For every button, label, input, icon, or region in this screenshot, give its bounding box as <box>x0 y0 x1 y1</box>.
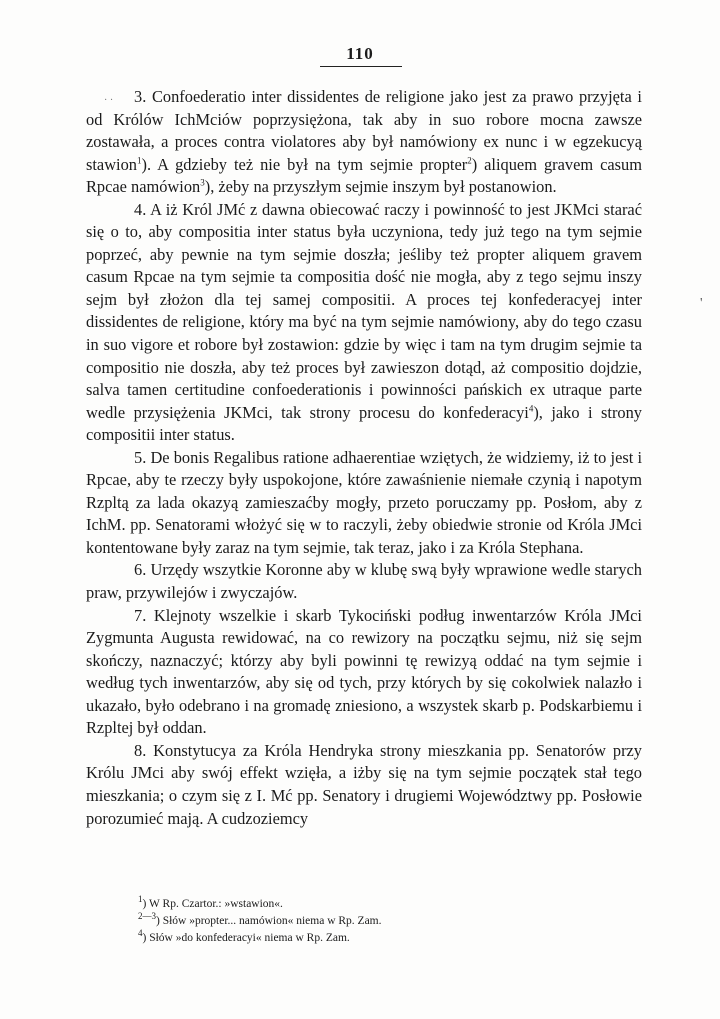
footnotes <box>86 896 642 947</box>
paragraph-4: 4. A iż Król JMć z dawna obiecować raczy i powinność to jest JKMci starać się o to, aby compositia inter status była uczyniona, tedy już tego na tym sejmie poprzeć, aby pewnie na tym sejmie doszła; jeśliby też propter aliquem gravem casum Rpcae na tym sejmie ta compositia dość nie mogła, aby z tego sejmu inszy sejm był złożon dla tej samej compositii. A proces tej konfederacyej inter dissidentes de religione, który ma być na tym sejmie namówiony, aby do tego czasu in suo vigore et robore był zostawion: gdzie by więc i tam na tym drugim sejmie ta compositio nie doszła, aby też proces był zawieszon dotąd, aż compositio dojdzie, salva tamen certitudine confoederationis i powinności pańskich ex utraque parte wedle przysiężenia JKMci, tak strony procesu do konfederacyi$^4$), jako i strony compositii inter status. <box>86 199 642 445</box>
paragraph-8: 8. Konstytucya za Króla Hendryka strony mieszkania pp. Senatorów przy Królu JMci aby swój effekt wzięła, a iżby się na tym sejmie początek stał tego mieszkania; o czym się z I. Mć pp. Senatory i drugiemi Województwy pp. Posłowie porozumieć mają. A cudzoziemcy <box>86 740 642 828</box>
margin-mark-right: ' <box>700 296 703 311</box>
footnote-ref-4: 4 <box>528 403 534 414</box>
footnote-ref-2: 2 <box>467 155 472 166</box>
paragraph-6: 6. Urzędy wszytkie Koronne aby w klubę swą były wprawione wedle starych praw, przywilejów i zwyczajów. <box>86 560 642 603</box>
footnote-ref-3: 3 <box>200 177 205 188</box>
paragraph-5: 5. De bonis Regalibus ratione adhaerentiae wziętych, że widziemy, iż to jest i Rpcae, aby te rzeczy były uspokojone, które zawaśnienie niemałe czynią i napotym Rzpltą za lada okazyą zamieszaćby mogły, przeto poruczamy pp. Posłom, aby z IchM. pp. Senatorami włożyć się w to raczyli, żeby obiedwie stronie od Króla JMci kontentowane były zaraz na tym sejmie, tak teraz, jako i za Króla Stephana. <box>86 447 642 557</box>
margin-mark: · · <box>104 95 114 106</box>
footnote-4: $^4$) Słów »do konfederacyi« niema w Rp. Zam. <box>138 928 350 944</box>
footnote-ref-1: 1 <box>137 155 142 166</box>
footnote-2-3: $^{2—3}$) Słów »propter... namówion« niema w Rp. Zam. <box>138 911 382 927</box>
page-number-rule <box>320 66 402 67</box>
paragraph-3: 3. Confoederatio inter dissidentes de religione jako jest za prawo przyjęta i od Królów IchMciów poprzysiężona, tak aby in suo robore mocna zawsze zostawała, a proces contra violatores aby był namówiony ex nunc i w egzekucyą stawion$^1$). A gdzieby też nie był na tym sejmie propter$^2$) aliquem gravem casum Rpcae namówion$^3$), żeby na przyszłym sejmie inszym był postanowion. <box>86 87 642 197</box>
main-text <box>86 86 642 830</box>
footnote-1: $^1$) W Rp. Czartor.: »wstawion«. <box>138 894 283 910</box>
page-number: 110 <box>346 44 374 63</box>
paragraph-7: 7. Klejnoty wszelkie i skarb Tykociński podług inwentarzów Króla JMci Zygmunta Augusta rewidować, na co rewizory na początku sejmu, niż się sejm skończy, naznaczyć; którzy aby byli powinni tę rewizyą oddać na tym sejmie i według tych inwentarzów, aby się od tych, przy których by się cokolwiek nalazło i ukazało, było odebrano i na gromadę zniesiono, a wszystek skarb p. Podskarbiemu i Rzpltej był oddan. <box>86 605 642 738</box>
